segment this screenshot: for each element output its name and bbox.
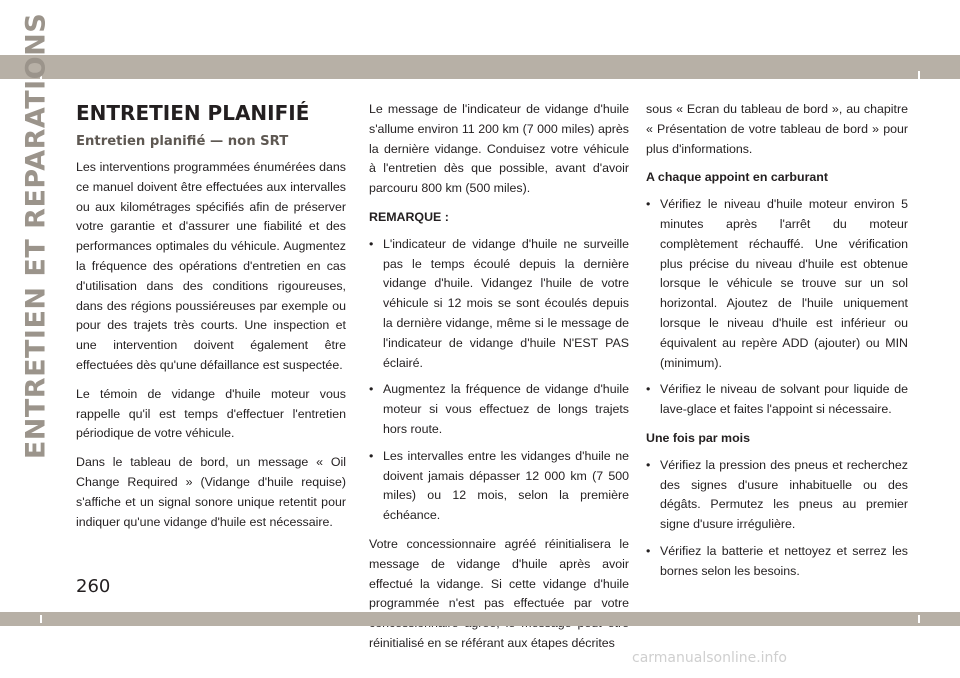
list-item: • Vérifiez la batterie et nettoyez et serrez les bornes selon les besoins. (646, 542, 908, 582)
footer-tick (40, 615, 42, 623)
list-item: • L'indicateur de vidange d'huile ne surveille pas le temps écoulé depuis la dernière vidange d'huile. Vidangez l'huile de votre véhicule si 12 mois se sont écoulés depuis la dernière vidange, même si le message de l'indicateur de vidange d'huile N'EST PAS éclairé. (369, 235, 629, 374)
subheading-fuel: A chaque appoint en carburant (646, 170, 828, 185)
paragraph: sous « Ecran du tableau de bord », au chapitre « Présentation de votre tableau de bord » pour plus d'informations. (646, 102, 908, 156)
chapter-side-label-text: ENTRETIEN ET REPARATIONS (20, 12, 52, 460)
header-tick (918, 71, 920, 79)
list-item: • Augmentez la fréquence de vidange d'huile moteur si vous effectuez de longs trajets hors route. (369, 380, 629, 439)
fuel-checklist (646, 195, 908, 420)
paragraph: Le témoin de vidange d'huile moteur vous rappelle qu'il est temps d'effectuer l'entretien périodique de votre véhicule. (76, 386, 346, 441)
column-3 (646, 100, 908, 591)
monthly-checklist (646, 456, 908, 582)
list-item: • Les intervalles entre les vidanges d'huile ne doivent jamais dépasser 12 000 km (7 500 miles) ou 12 mois, selon la première échéance. (369, 447, 629, 526)
chapter-side-label (20, 12, 52, 460)
header-band (0, 55, 960, 79)
list-item: • Vérifiez la pression des pneus et recherchez des signes d'usure inhabituelle ou des dégâts. Permutez les pneus au premier signe d'usure irrégulière. (646, 456, 908, 535)
section-title: ENTRETIEN PLANIFIÉ (76, 101, 310, 125)
column-1 (76, 100, 346, 541)
paragraph: Dans le tableau de bord, un message « Oil Change Required » (Vidange d'huile requise) s'affiche et un signal sonore unique retentit pour indiquer qu'une vidange d'huile est nécessaire. (76, 455, 346, 529)
list-item: • Vérifiez le niveau de solvant pour liquide de lave-glace et faites l'appoint si nécessaire. (646, 380, 908, 420)
subheading-monthly: Une fois par mois (646, 430, 750, 445)
footer-band (0, 612, 960, 626)
section-subtitle: Entretien planifié — non SRT (76, 134, 289, 149)
remark-list (369, 235, 629, 526)
paragraph: Votre concessionnaire agréé réinitialisera le message de vidange d'huile après avoir effectué la vidange. Si cette vidange d'huile programmée n'est pas effectuée par votre réinitialisé en se référant aux étapes décrites (369, 536, 629, 650)
column-2 (369, 100, 629, 663)
watermark: carmanualsonline.info (632, 650, 787, 666)
paragraph: Le message de l'indicateur de vidange d'huile s'allume environ 11 200 km (7 000 miles) après la dernière vidange. Conduisez votre véhicule à l'entretien dès que possible, avant d'avoir parcouru 800 km (500 miles). (369, 102, 629, 196)
paragraph: Les interventions programmées énumérées dans ce manuel doivent être effectuées aux intervalles ou aux kilométrages spécifiés afin de préserver votre garantie et d'assurer une fiabilité et des performances optimales du véhicule. Augmentez la fréquence des opérations d'entretien en cas d'utilisation dans des conditions rigoureuses, dans des régions poussiéreuses par exemple ou pour des trajets très courts. Une inspection et une intervention doivent également être effectuées dès qu'une défaillance est suspectée. (76, 160, 346, 372)
remark-label: REMARQUE : (369, 209, 449, 224)
list-item: • Vérifiez le niveau d'huile moteur environ 5 minutes après l'arrêt du moteur complètement réchauffé. Une vérification plus précise du niveau d'huile est obtenue lorsque le véhicule se trouve sur un sol horizontal. Ajoutez de l'huile uniquement lorsque le niveau d'huile est inférieur ou équivalent au repère ADD (ajouter) ou MIN (minimum). (646, 195, 908, 373)
footer-tick (918, 615, 920, 623)
page-number: 260 (76, 576, 111, 597)
